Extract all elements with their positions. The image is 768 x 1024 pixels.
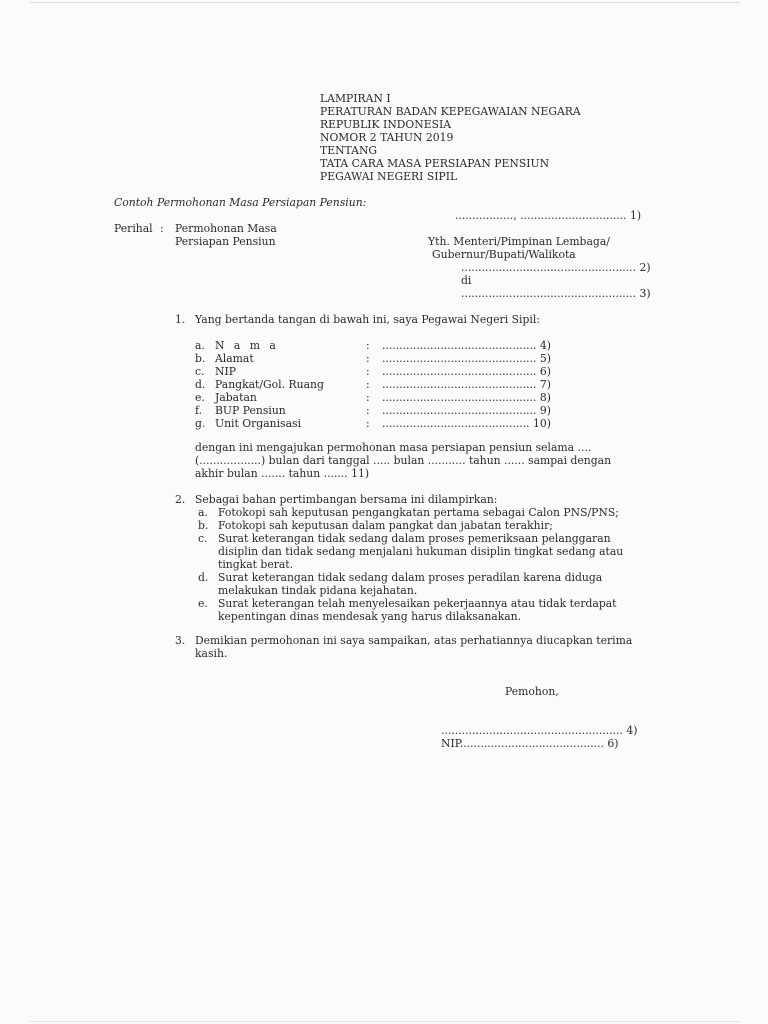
- field-colon: :: [366, 352, 370, 365]
- item-1-number: 1.: [175, 313, 186, 326]
- field-letter: c.: [195, 365, 205, 378]
- statement-line-1: dengan ini mengajukan permohonan masa persiapan pensiun selama ....: [195, 441, 592, 454]
- field-label-pangkat: Pangkat/Gol. Ruang: [215, 378, 324, 391]
- header-line-6: TATA CARA MASA PERSIAPAN PENSIUN: [320, 157, 550, 170]
- field-label-nip: NIP: [215, 365, 236, 378]
- perihal-value-1: Permohonan Masa: [175, 222, 277, 235]
- attachment-letter: b.: [198, 519, 209, 532]
- field-letter: a.: [195, 339, 205, 352]
- item-3-line-1: Demikian permohonan ini saya sampaikan, atas perhatiannya diucapkan terima: [195, 634, 633, 647]
- item-3-number: 3.: [175, 634, 186, 647]
- statement-line-2: (..................) bulan dari tanggal ..... bulan ........... tahun ...... sampai dengan: [195, 454, 612, 467]
- attachment-c-line-3: tingkat berat.: [218, 558, 294, 571]
- field-letter: d.: [195, 378, 206, 391]
- example-title: Contoh Permohonan Masa Persiapan Pensiun:: [114, 196, 367, 209]
- header-line-1: LAMPIRAN I: [320, 92, 391, 105]
- field-label-alamat: Alamat: [215, 352, 254, 365]
- item-1-intro: Yang bertanda tangan di bawah ini, saya Pegawai Negeri Sipil:: [195, 313, 540, 326]
- addressee-line-3: ................................................... 2): [461, 261, 651, 274]
- header-line-4: NOMOR 2 TAHUN 2019: [320, 131, 454, 144]
- attachment-c-line-1: Surat keterangan tidak sedang dalam proses pemeriksaan pelanggaran: [218, 532, 611, 545]
- field-letter: e.: [195, 391, 205, 404]
- field-dots-pangkat: ............................................. 7): [382, 378, 551, 391]
- perihal-value-2: Persiapan Pensiun: [175, 235, 276, 248]
- field-dots-bup: ............................................. 9): [382, 404, 551, 417]
- attachment-letter: c.: [198, 532, 208, 545]
- signature-name-line: ..................................................... 4): [441, 724, 638, 737]
- statement-line-3: akhir bulan ....... tahun ....... 11): [195, 467, 370, 480]
- field-dots-unit: ........................................... 10): [382, 417, 551, 430]
- signature-nip-line: NIP.......................................... 6): [441, 737, 619, 750]
- addressee-line-2: Gubernur/Bupati/Walikota: [432, 248, 576, 261]
- field-label-jabatan: Jabatan: [215, 391, 257, 404]
- attachment-b-text: Fotokopi sah keputusan dalam pangkat dan jabatan terakhir;: [218, 519, 553, 532]
- field-letter: f.: [195, 404, 203, 417]
- perihal-label: Perihal: [114, 222, 153, 235]
- field-colon: :: [366, 391, 370, 404]
- field-colon: :: [366, 417, 370, 430]
- field-colon: :: [366, 365, 370, 378]
- pemohon-label: Pemohon,: [505, 685, 559, 698]
- attachment-letter: a.: [198, 506, 208, 519]
- attachment-c-line-2: disiplin dan tidak sedang menjalani hukuman disiplin tingkat sedang atau: [218, 545, 624, 558]
- field-label-nama: N a m a: [215, 339, 279, 352]
- attachment-e-line-1: Surat keterangan telah menyelesaikan pekerjaannya atau tidak terdapat: [218, 597, 617, 610]
- page-bottom-edge: [30, 1021, 740, 1022]
- field-dots-nip: ............................................. 6): [382, 365, 551, 378]
- addressee-line-4: ................................................... 3): [461, 287, 651, 300]
- item-2-number: 2.: [175, 493, 186, 506]
- field-letter: b.: [195, 352, 206, 365]
- perihal-colon: :: [160, 222, 164, 235]
- item-2-intro: Sebagai bahan pertimbangan bersama ini dilampirkan:: [195, 493, 498, 506]
- field-label-bup: BUP Pensiun: [215, 404, 286, 417]
- header-line-7: PEGAWAI NEGERI SIPIL: [320, 170, 458, 183]
- header-line-3: REPUBLIK INDONESIA: [320, 118, 452, 131]
- field-label-unit: Unit Organisasi: [215, 417, 302, 430]
- field-dots-nama: ............................................. 4): [382, 339, 551, 352]
- attachment-letter: e.: [198, 597, 208, 610]
- field-letter: g.: [195, 417, 206, 430]
- attachment-letter: d.: [198, 571, 209, 584]
- addressee-di: di: [461, 274, 472, 287]
- attachment-a-text: Fotokopi sah keputusan pengangkatan pertama sebagai Calon PNS/PNS;: [218, 506, 619, 519]
- field-colon: :: [366, 404, 370, 417]
- item-3-line-2: kasih.: [195, 647, 228, 660]
- attachment-d-line-2: melakukan tindak pidana kejahatan.: [218, 584, 418, 597]
- page-top-edge: [30, 2, 740, 3]
- field-dots-alamat: ............................................. 5): [382, 352, 551, 365]
- attachment-d-line-1: Surat keterangan tidak sedang dalam proses peradilan karena diduga: [218, 571, 603, 584]
- field-dots-jabatan: ............................................. 8): [382, 391, 551, 404]
- field-colon: :: [366, 339, 370, 352]
- place-date-line: ................., ............................... 1): [455, 209, 642, 222]
- header-line-5: TENTANG: [320, 144, 378, 157]
- attachment-e-line-2: kepentingan dinas mendesak yang harus dilaksanakan.: [218, 610, 522, 623]
- field-colon: :: [366, 378, 370, 391]
- addressee-line-1: Yth. Menteri/Pimpinan Lembaga/: [428, 235, 610, 248]
- header-line-2: PERATURAN BADAN KEPEGAWAIAN NEGARA: [320, 105, 581, 118]
